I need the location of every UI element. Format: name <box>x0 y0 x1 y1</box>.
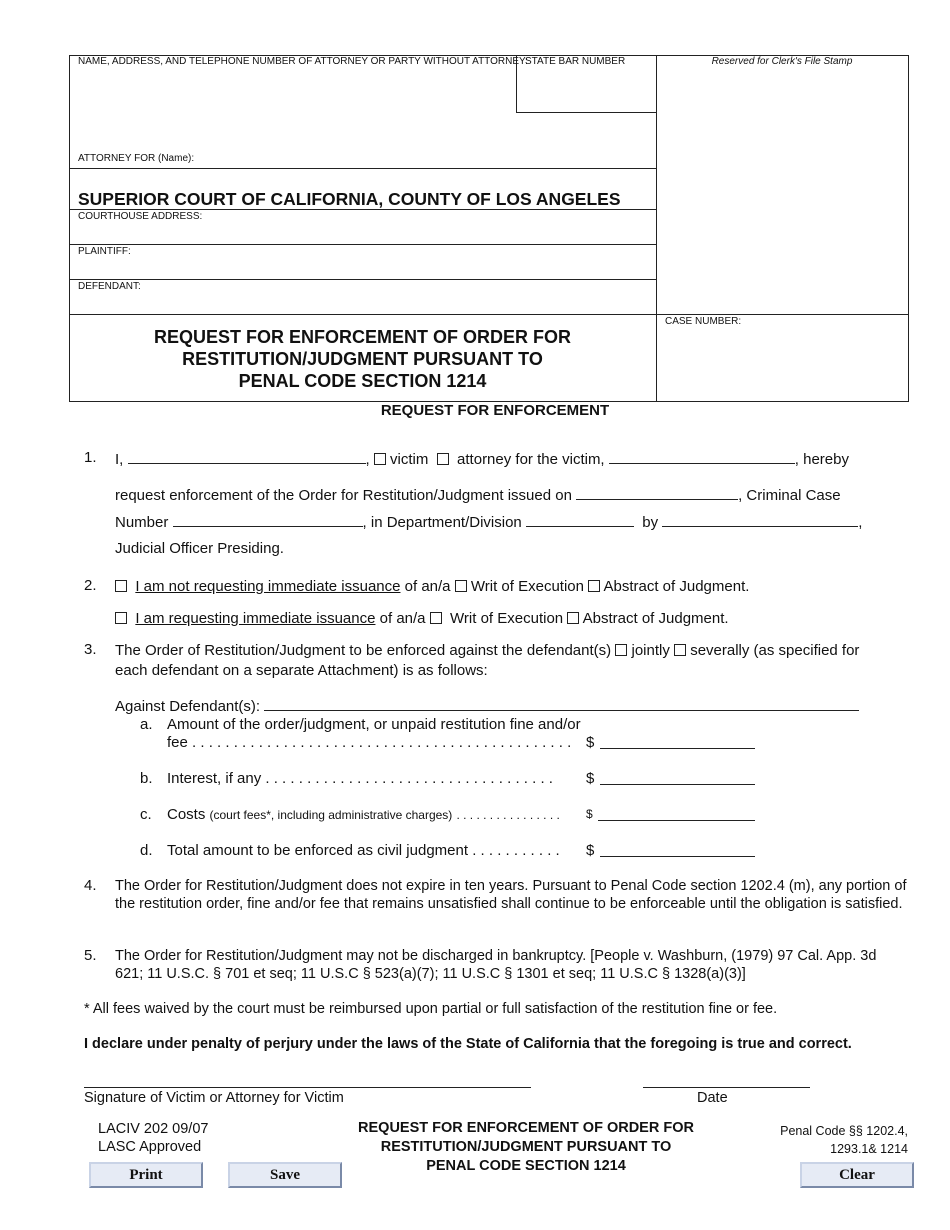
against-defendants-row: Against Defendant(s): <box>115 696 859 717</box>
fee-footnote: * All fees waived by the court must be reimbursed upon partial or full satisfaction of the restitution fine or fee. <box>84 1001 778 1017</box>
date-line[interactable] <box>643 1087 810 1088</box>
item-1-line-4: Judicial Officer Presiding. <box>115 540 284 557</box>
item-1-line-1: I, , victim attorney for the victim, , hereby <box>115 451 849 468</box>
item-2-number: 2. <box>84 577 97 594</box>
item-3a-line-2: fee . . . . . . . . . . . . . . . . . . . . . . . . . . . . . . . . . . . . . . . . . . . . . . <box>167 734 572 751</box>
severally-checkbox[interactable] <box>674 644 686 656</box>
item-3b-dollar: $ <box>586 770 595 787</box>
item-3d-letter: d. <box>140 842 153 859</box>
item-3a-line-1: Amount of the order/judgment, or unpaid restitution fine and/or <box>167 716 581 733</box>
date-label: Date <box>697 1090 728 1106</box>
courthouse-address-label: COURTHOUSE ADDRESS: <box>78 211 203 222</box>
item-5-number: 5. <box>84 947 97 964</box>
item-3-line-1: The Order of Restitution/Judgment to be enforced against the defendant(s) jointly severally (as specified for <box>115 642 860 659</box>
item-2-line-2: I am requesting immediate issuance of an/a Writ of Execution Abstract of Judgment. <box>115 609 729 629</box>
footer-title: REQUEST FOR ENFORCEMENT OF ORDER FOR RESTITUTION/JUDGMENT PURSUANT TO PENAL CODE SECTION 1214 <box>358 1120 694 1174</box>
writ-execution-2-checkbox[interactable] <box>430 612 442 624</box>
victim-name-field[interactable] <box>609 449 795 464</box>
interest-field[interactable] <box>600 771 755 785</box>
victim-checkbox[interactable] <box>374 453 386 465</box>
case-number-label: CASE NUMBER: <box>665 316 742 327</box>
plaintiff-label: PLAINTIFF: <box>78 246 131 257</box>
defendant-label: DEFENDANT: <box>78 281 141 292</box>
item-4-text: The Order for Restitution/Judgment does not expire in ten years. Pursuant to Penal Code section 1202.4 (m), any portion of the restitution order, fine and/or fee that remains unsatisfied shall continue to be enforceable until the obligation is satisfied. <box>115 878 907 912</box>
form-title: REQUEST FOR ENFORCEMENT OF ORDER FOR RESTITUTION/JUDGMENT PURSUANT TO PENAL CODE SECTION 1214 <box>153 327 571 391</box>
writ-execution-1-checkbox[interactable] <box>455 580 467 592</box>
item-3c-line: Costs (court fees*, including administrative charges) . . . . . . . . . . . . . . . . <box>167 806 560 823</box>
item-3d-dollar: $ <box>586 842 595 859</box>
item-1-line-2: request enforcement of the Order for Restitution/Judgment issued on , Criminal Case <box>115 487 841 504</box>
item-2-line-1: I am not requesting immediate issuance of an/a Writ of Execution Abstract of Judgment. <box>115 577 749 597</box>
item-1-line-3: Number , in Department/Division by , <box>115 514 863 531</box>
item-5-text: The Order for Restitution/Judgment may not be discharged in bankruptcy. [People v. Washburn, (1979) 97 Cal. App. 3d 621; 11 U.S.C. § 701 et seq; 11 U.S.C § 523(a)(7); 11 U.S.C § 1301 et seq; 11 U.S.C § 1328(a)(3)] <box>115 948 877 982</box>
court-name: SUPERIOR COURT OF CALIFORNIA, COUNTY OF LOS ANGELES <box>78 189 621 209</box>
penal-code-citation: Penal Code §§ 1202.4, 1293.1& 1214 <box>780 1124 908 1156</box>
attorney-for-label: ATTORNEY FOR (Name): <box>78 153 195 164</box>
item-3c-dollar: $ <box>586 807 593 821</box>
against-defendants-field[interactable] <box>264 696 859 711</box>
approval-note: LASC Approved <box>98 1139 202 1155</box>
signature-line[interactable] <box>84 1087 531 1088</box>
item-4-number: 4. <box>84 877 97 894</box>
judicial-officer-field[interactable] <box>662 512 858 527</box>
form-id-block <box>98 1120 208 1156</box>
signature-label: Signature of Victim or Attorney for Victim <box>84 1090 344 1106</box>
state-bar-field[interactable] <box>520 70 652 108</box>
not-requesting-checkbox[interactable] <box>115 580 127 592</box>
case-number-field[interactable] <box>665 334 903 394</box>
abstract-judgment-2-checkbox[interactable] <box>567 612 579 624</box>
abstract-judgment-1-checkbox[interactable] <box>588 580 600 592</box>
item-3b-line: Interest, if any . . . . . . . . . . . . . . . . . . . . . . . . . . . . . . . . . . . <box>167 770 553 787</box>
item-3-line-2: each defendant on a separate Attachment) is as follows: <box>115 662 488 679</box>
save-button[interactable]: Save <box>228 1162 342 1188</box>
item-3d-line: Total amount to be enforced as civil judgment . . . . . . . . . . . <box>167 842 560 859</box>
item-3c-letter: c. <box>140 806 152 823</box>
item-3-number: 3. <box>84 641 97 658</box>
declarant-name-field[interactable] <box>128 449 366 464</box>
state-bar-label: STATE BAR NUMBER <box>525 56 626 67</box>
item-1-number: 1. <box>84 449 97 466</box>
attorney-info-label: NAME, ADDRESS, AND TELEPHONE NUMBER OF ATTORNEY OR PARTY WITHOUT ATTORNEY: <box>78 56 528 67</box>
attorney-info-field[interactable] <box>75 70 512 150</box>
section-heading: REQUEST FOR ENFORCEMENT <box>380 402 610 419</box>
clear-button[interactable]: Clear <box>800 1162 914 1188</box>
costs-field[interactable] <box>598 807 755 821</box>
form-id: LACIV 202 09/07 <box>98 1121 209 1137</box>
amount-field[interactable] <box>600 735 755 749</box>
jointly-checkbox[interactable] <box>615 644 627 656</box>
case-number-input[interactable] <box>173 512 363 527</box>
attorney-checkbox[interactable] <box>437 453 449 465</box>
clerk-stamp-label: Reserved for Clerk's File Stamp <box>711 56 853 67</box>
item-3b-letter: b. <box>140 770 153 787</box>
print-button[interactable]: Print <box>89 1162 203 1188</box>
perjury-declaration: I declare under penalty of perjury under the laws of the State of California that the foregoing is true and correct. <box>84 1036 852 1052</box>
item-3a-letter: a. <box>140 716 153 733</box>
requesting-checkbox[interactable] <box>115 612 127 624</box>
total-amount-field[interactable] <box>600 843 755 857</box>
order-date-field[interactable] <box>576 485 738 500</box>
item-3a-dollar: $ <box>586 734 595 751</box>
department-field[interactable] <box>526 512 634 527</box>
